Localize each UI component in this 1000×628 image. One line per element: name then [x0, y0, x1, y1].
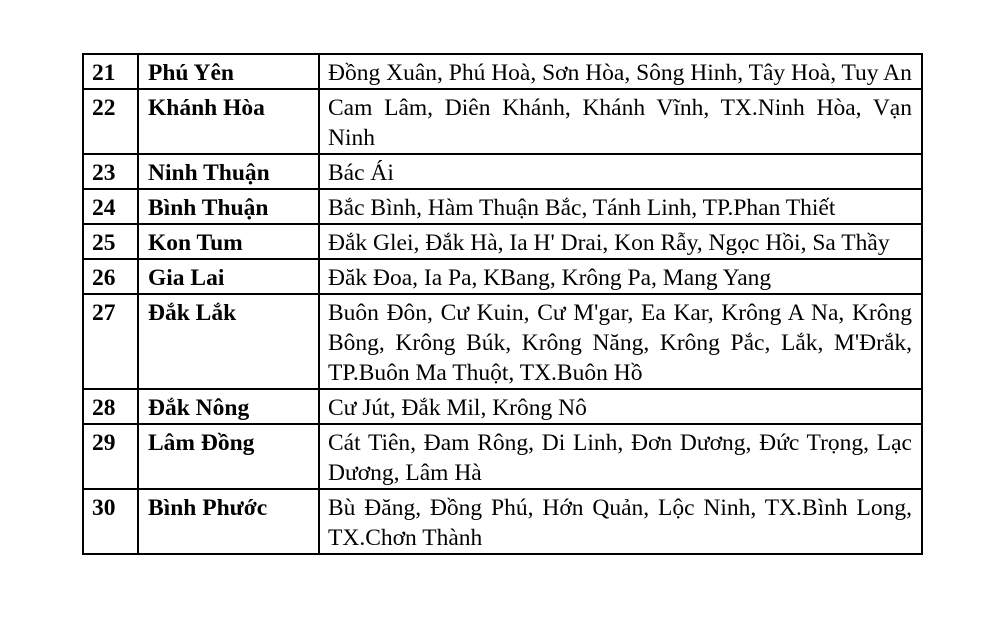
table-row: [83, 224, 922, 259]
row-number: 23: [83, 154, 138, 189]
province-name: Đắk Lắk: [138, 294, 319, 389]
province-name: Ninh Thuận: [138, 154, 319, 189]
district-list: Buôn Đôn, Cư Kuin, Cư M'gar, Ea Kar, Krông A Na, Krông Bông, Krông Búk, Krông Năng, Krông Pắc, Lắk, M'Đrắk, TP.Buôn Ma Thuột, TX.Buôn Hồ: [319, 294, 922, 389]
table-row: [83, 489, 922, 554]
district-list: Bắc Bình, Hàm Thuận Bắc, Tánh Linh, TP.Phan Thiết: [319, 189, 922, 224]
province-name: Kon Tum: [138, 224, 319, 259]
row-number: 24: [83, 189, 138, 224]
table-row: [83, 189, 922, 224]
district-list: Bù Đăng, Đồng Phú, Hớn Quản, Lộc Ninh, TX.Bình Long, TX.Chơn Thành: [319, 489, 922, 554]
province-name: Bình Phước: [138, 489, 319, 554]
district-list: Đồng Xuân, Phú Hoà, Sơn Hòa, Sông Hinh, Tây Hoà, Tuy An: [319, 54, 922, 89]
row-number: 22: [83, 89, 138, 154]
row-number: 28: [83, 389, 138, 424]
district-list: Đăk Đoa, Ia Pa, KBang, Krông Pa, Mang Yang: [319, 259, 922, 294]
table-body: [83, 54, 922, 554]
district-list: Bác Ái: [319, 154, 922, 189]
table-row: [83, 424, 922, 489]
row-number: 25: [83, 224, 138, 259]
province-name: Bình Thuận: [138, 189, 319, 224]
province-name: Đắk Nông: [138, 389, 319, 424]
district-list: Đắk Glei, Đắk Hà, Ia H' Drai, Kon Rẫy, Ngọc Hồi, Sa Thầy: [319, 224, 922, 259]
district-list: Cam Lâm, Diên Khánh, Khánh Vĩnh, TX.Ninh Hòa, Vạn Ninh: [319, 89, 922, 154]
table-row: [83, 89, 922, 154]
table-row: [83, 154, 922, 189]
province-name: Phú Yên: [138, 54, 319, 89]
province-district-table: [82, 53, 923, 555]
province-name: Khánh Hòa: [138, 89, 319, 154]
row-number: 30: [83, 489, 138, 554]
district-list: Cư Jút, Đắk Mil, Krông Nô: [319, 389, 922, 424]
district-list: Cát Tiên, Đam Rông, Di Linh, Đơn Dương, Đức Trọng, Lạc Dương, Lâm Hà: [319, 424, 922, 489]
province-name: Lâm Đồng: [138, 424, 319, 489]
table-row: [83, 389, 922, 424]
table-row: [83, 294, 922, 389]
table-row: [83, 54, 922, 89]
table-row: [83, 259, 922, 294]
row-number: 21: [83, 54, 138, 89]
row-number: 26: [83, 259, 138, 294]
row-number: 29: [83, 424, 138, 489]
row-number: 27: [83, 294, 138, 389]
province-name: Gia Lai: [138, 259, 319, 294]
